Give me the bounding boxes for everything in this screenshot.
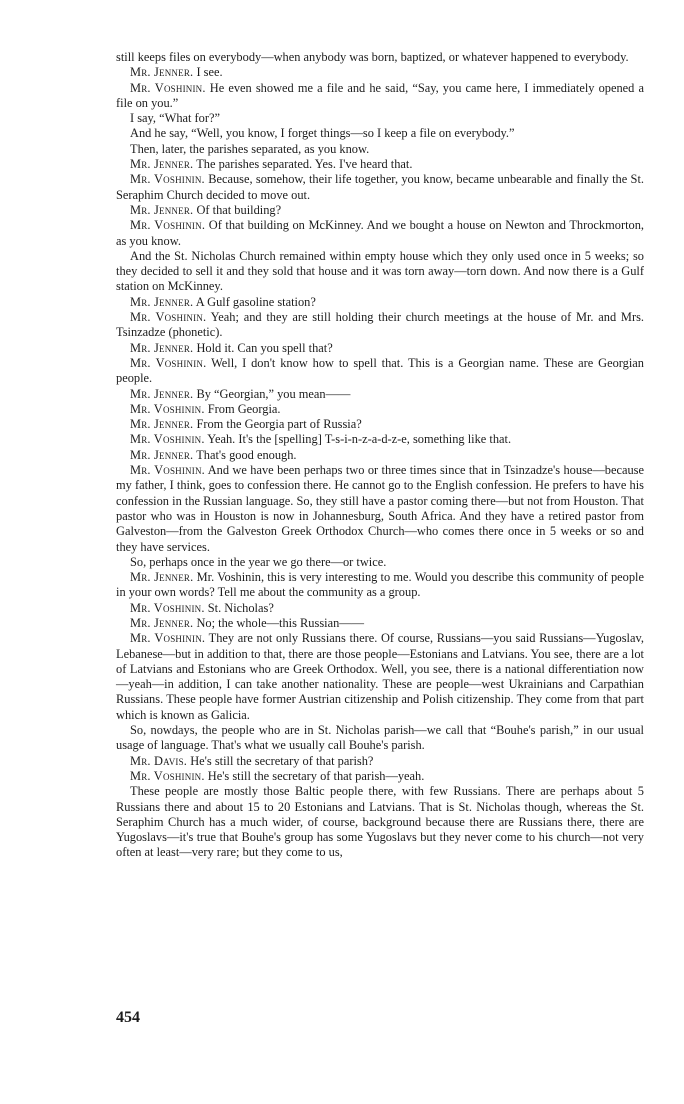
speech-text: They are not only Russians there. Of course, Russians—you said Russians—Yugoslav, Lebanese—but in addition to that, there are those people—Estonians and Latvians. You see, there are a lot of Latvians and Estonians who are Greek Orthodox. Well, you see, there is a national differentiation now—yeah—in addition, I can take another nationality. These are people—west Ukrainians and Carpathian Russians. These people have former Austrian citizenship and Polish citizenship. They come from that part which is known as Galicia.	[116, 631, 644, 722]
speaker-label: Mr. Voshinin.	[130, 218, 206, 233]
transcript-paragraph	[116, 341, 644, 356]
speech-text: Of that building?	[196, 202, 282, 217]
transcript-paragraph	[116, 50, 644, 65]
speaker-label: Mr. Jenner.	[130, 202, 194, 217]
transcript-paragraph	[116, 754, 644, 769]
speech-text: He's still the secretary of that parish—yeah.	[207, 768, 425, 783]
speech-text: still keeps files on everybody—when anybody was born, baptized, or whatever happened to everybody.	[116, 50, 629, 64]
speech-text: The parishes separated. Yes. I've heard that.	[196, 157, 413, 172]
speech-text: And he say, “Well, you know, I forget things—so I keep a file on everybody.”	[130, 126, 515, 141]
speaker-label: Mr. Voshinin.	[130, 80, 206, 95]
speech-text: Yeah; and they are still holding their church meetings at the house of Mr. and Mrs. Tsinzadze (phonetic).	[116, 310, 644, 340]
speech-text: So, nowdays, the people who are in St. Nicholas parish—we call that “Bouhe's parish,” in our usual usage of language. That's what we usually call Bouhe's parish.	[116, 723, 644, 753]
speaker-label: Mr. Jenner.	[130, 570, 194, 585]
transcript-paragraph	[116, 157, 644, 172]
speaker-label: Mr. Voshinin.	[130, 600, 205, 615]
speaker-label: Mr. Jenner.	[130, 417, 194, 432]
transcript-paragraph	[116, 172, 644, 203]
speech-text: Of that building on McKinney. And we bought a house on Newton and Throckmorton, as you know.	[116, 218, 644, 248]
speaker-label: Mr. Jenner.	[130, 157, 194, 172]
speaker-label: Mr. Davis.	[130, 753, 188, 768]
transcript-paragraph	[116, 784, 644, 860]
speaker-label: Mr. Voshinin.	[130, 631, 206, 646]
speech-text: Hold it. Can you spell that?	[196, 340, 333, 355]
transcript-paragraph	[116, 111, 644, 126]
speech-text: Yeah. It's the [spelling] T-s-i-n-z-a-d-z-e, something like that.	[207, 432, 512, 447]
speech-text: Then, later, the parishes separated, as you know.	[130, 141, 370, 156]
speaker-label: Mr. Voshinin.	[130, 768, 205, 783]
transcript-paragraph	[116, 723, 644, 754]
transcript-paragraph	[116, 432, 644, 447]
transcript-paragraph	[116, 769, 644, 784]
transcript-body	[116, 50, 644, 861]
transcript-paragraph	[116, 616, 644, 631]
transcript-paragraph	[116, 387, 644, 402]
transcript-paragraph	[116, 142, 644, 157]
speech-text: A Gulf gasoline station?	[195, 294, 316, 309]
transcript-paragraph	[116, 402, 644, 417]
transcript-paragraph	[116, 631, 644, 723]
speech-text: And we have been perhaps two or three times since that in Tsinzadze's house—because my father, I think, goes to confession there. He cannot go to the English confession. He prefers to have his confession in the Russian language. So, they still have a pastor coming there—but not from Houston. That pastor who was in Houston is now in Johannesburg, South Africa. And they have a retired pastor from Galveston—from the Galveston Greek Orthodox Church—who comes there once in 5 weeks or so and they have services.	[116, 463, 644, 554]
speaker-label: Mr. Jenner.	[130, 447, 194, 462]
speech-text: From Georgia.	[207, 401, 281, 416]
transcript-paragraph	[116, 310, 644, 341]
speech-text: Because, somehow, their life together, you know, became unbearable and finally the St. Seraphim Church decided to move out.	[116, 172, 644, 202]
speech-text: That's good enough.	[196, 447, 297, 462]
speaker-label: Mr. Jenner.	[130, 294, 194, 309]
transcript-paragraph	[116, 463, 644, 555]
speech-text: And the St. Nicholas Church remained within empty house which they only used once in 5 weeks; so they decided to sell it and they sold that house and it was torn away—torn down. And now there is a Gulf station on McKinney.	[116, 248, 644, 294]
speech-text: I say, “What for?”	[130, 111, 221, 126]
speech-text: St. Nicholas?	[207, 600, 274, 615]
speech-text: I see.	[196, 65, 223, 80]
speech-text: Mr. Voshinin, this is very interesting to me. Would you describe this community of people in your own words? Tell me about the community as a group.	[116, 570, 644, 600]
speaker-label: Mr. Jenner.	[130, 65, 194, 80]
transcript-paragraph	[116, 356, 644, 387]
transcript-paragraph	[116, 81, 644, 112]
transcript-paragraph	[116, 203, 644, 218]
transcript-paragraph	[116, 65, 644, 80]
speech-text: Well, I don't know how to spell that. This is a Georgian name. These are Georgian people.	[116, 355, 644, 386]
transcript-paragraph	[116, 126, 644, 141]
transcript-paragraph	[116, 601, 644, 616]
speech-text: From the Georgia part of Russia?	[196, 417, 362, 432]
speech-text: No; the whole—this Russian——	[196, 615, 365, 630]
speaker-label: Mr. Voshinin.	[130, 463, 205, 478]
speaker-label: Mr. Jenner.	[130, 386, 194, 401]
transcript-paragraph	[116, 417, 644, 432]
speaker-label: Mr. Jenner.	[130, 615, 194, 630]
speech-text: These people are mostly those Baltic people there, with few Russians. There are perhaps about 5 Russians there and about 15 to 20 Estonians and Latvians. That is St. Nicholas though, whereas the St. Seraphim Church has a much wider, of course, background because there are Russians there, there are Yugoslavs—it's true that Bouhe's group has some Yugoslavs but they never come to his church—not very often at least—very rare; but they come to us,	[116, 784, 644, 860]
transcript-paragraph	[116, 448, 644, 463]
speaker-label: Mr. Jenner.	[130, 340, 194, 355]
speaker-label: Mr. Voshinin.	[130, 310, 207, 325]
transcript-paragraph	[116, 570, 644, 601]
speech-text: He's still the secretary of that parish?	[190, 753, 374, 768]
transcript-paragraph	[116, 249, 644, 295]
transcript-paragraph	[116, 295, 644, 310]
transcript-paragraph	[116, 218, 644, 249]
speech-text: So, perhaps once in the year we go there—or twice.	[130, 554, 387, 569]
speaker-label: Mr. Voshinin.	[130, 172, 205, 187]
transcript-paragraph	[116, 555, 644, 570]
page-number: 454	[116, 1009, 140, 1026]
speaker-label: Mr. Voshinin.	[130, 432, 205, 447]
speech-text: By “Georgian,” you mean——	[196, 386, 351, 401]
speech-text: He even showed me a file and he said, “Say, you came here, I immediately opened a file on you.”	[116, 80, 644, 110]
speaker-label: Mr. Voshinin.	[130, 401, 205, 416]
speaker-label: Mr. Voshinin.	[130, 355, 207, 370]
